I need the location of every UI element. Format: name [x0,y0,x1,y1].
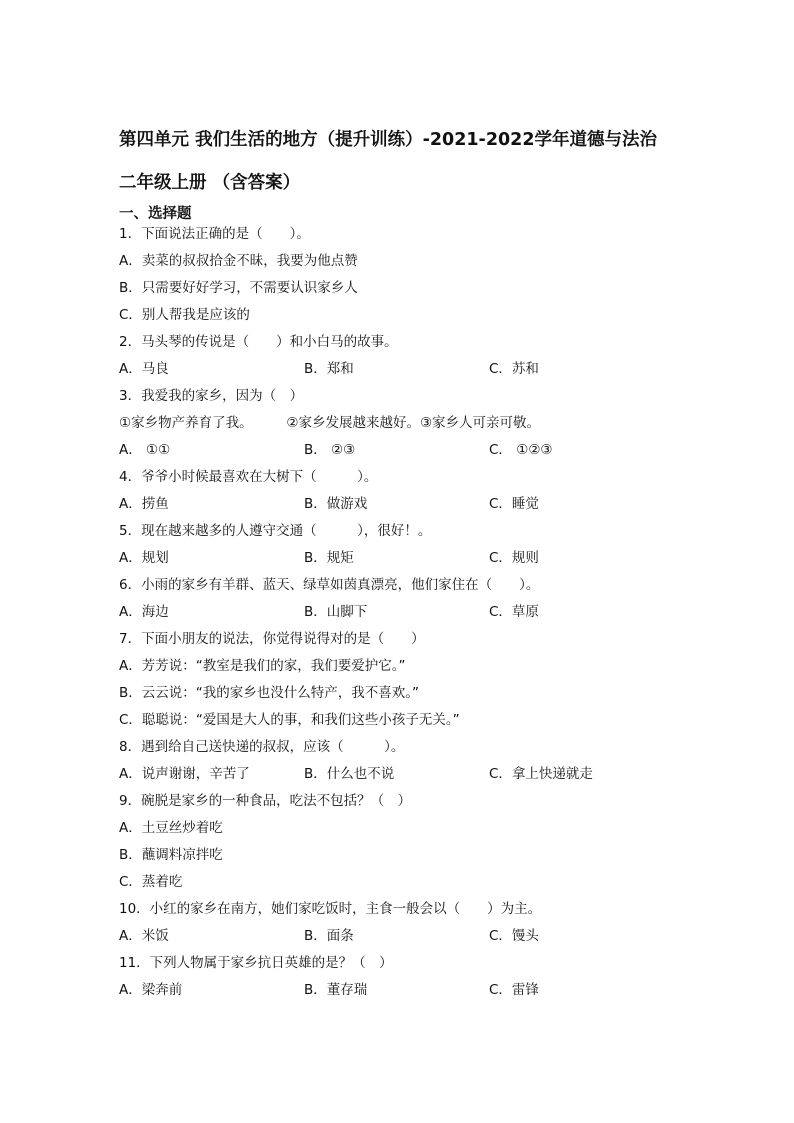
question-11-option-c: C．雷锋 [489,982,539,998]
question-4-option-c: C．睡觉 [489,496,539,512]
question-8-option-b: B．什么也不说 [304,766,395,782]
question-5-stem: 5．现在越来越多的人遵守交通（ ），很好！。 [119,523,432,539]
question-1-option-a: A．卖菜的叔叔拾金不昧，我要为他点赞 [119,253,358,269]
question-2-stem: 2．马头琴的传说是（ ）和小白马的故事。 [119,334,398,350]
question-8-option-c: C．拿上快递就走 [489,766,593,782]
document-title-line-2: 二年级上册 （含答案） [119,173,301,193]
question-7-stem: 7．下面小朋友的说法，你觉得说得对的是（ ） [119,631,425,647]
question-11-stem: 11．下列人物属于家乡抗日英雄的是？（ ） [119,955,393,971]
question-4-option-a: A．捞鱼 [119,496,169,512]
question-3-option-c: C． ①②③ [489,442,553,458]
question-10-stem: 10．小红的家乡在南方，她们家吃饭时，主食一般会以（ ）为主。 [119,901,542,917]
question-10-option-c: C．馒头 [489,928,539,944]
question-5-option-b: B．规矩 [304,550,354,566]
question-9-option-c: C．蒸着吃 [119,874,183,890]
question-1-stem: 1．下面说法正确的是（ ）。 [119,226,310,242]
question-6-option-b: B．山脚下 [304,604,368,620]
question-11-option-a: A．梁奔前 [119,982,183,998]
question-9-stem: 9．碗脱是家乡的一种食品，吃法不包括？（ ） [119,793,412,809]
question-1-option-c: C．别人帮我是应该的 [119,307,250,323]
question-6-option-a: A．海边 [119,604,169,620]
question-11-option-b: B．董存瑞 [304,982,368,998]
question-2-option-b: B．郑和 [304,361,354,377]
question-9-option-b: B．蘸调料凉拌吃 [119,847,223,863]
question-7-option-c: C．聪聪说：“爱国是大人的事，和我们这些小孩子无关。” [119,712,460,728]
section-heading: 一、选择题 [119,206,192,222]
question-3-note: ①家乡物产养育了我。 ②家乡发展越来越好。③家乡人可亲可敬。 [119,415,541,431]
question-3-stem: 3．我爱我的家乡，因为（ ） [119,388,304,404]
question-7-option-a: A．芳芳说：“教室是我们的家，我们要爱护它。” [119,658,406,674]
question-9-option-a: A．土豆丝炒着吃 [119,820,223,836]
question-8-stem: 8．遇到给自己送快递的叔叔，应该（ ）。 [119,739,405,755]
question-3-option-b: B． ②③ [304,442,356,458]
question-2-option-a: A．马良 [119,361,169,377]
question-10-option-b: B．面条 [304,928,354,944]
question-1-option-b: B．只需要好好学习，不需要认识家乡人 [119,280,358,296]
question-8-option-a: A．说声谢谢，辛苦了 [119,766,250,782]
question-3-option-a: A． ①① [119,442,171,458]
question-6-option-c: C．草原 [489,604,539,620]
question-5-option-a: A．规划 [119,550,169,566]
question-2-option-c: C．苏和 [489,361,539,377]
question-5-option-c: C．规则 [489,550,539,566]
question-6-stem: 6．小雨的家乡有羊群、蓝天、绿草如茵真漂亮，他们家住在（ ）。 [119,577,540,593]
question-4-option-b: B．做游戏 [304,496,368,512]
document-title-line-1: 第四单元 我们生活的地方（提升训练）-2021-2022学年道德与法治 [119,130,658,150]
question-4-stem: 4．爷爷小时候最喜欢在大树下（ ）。 [119,469,378,485]
question-10-option-a: A．米饭 [119,928,169,944]
question-7-option-b: B．云云说：“我的家乡也没什么特产，我不喜欢。” [119,685,419,701]
